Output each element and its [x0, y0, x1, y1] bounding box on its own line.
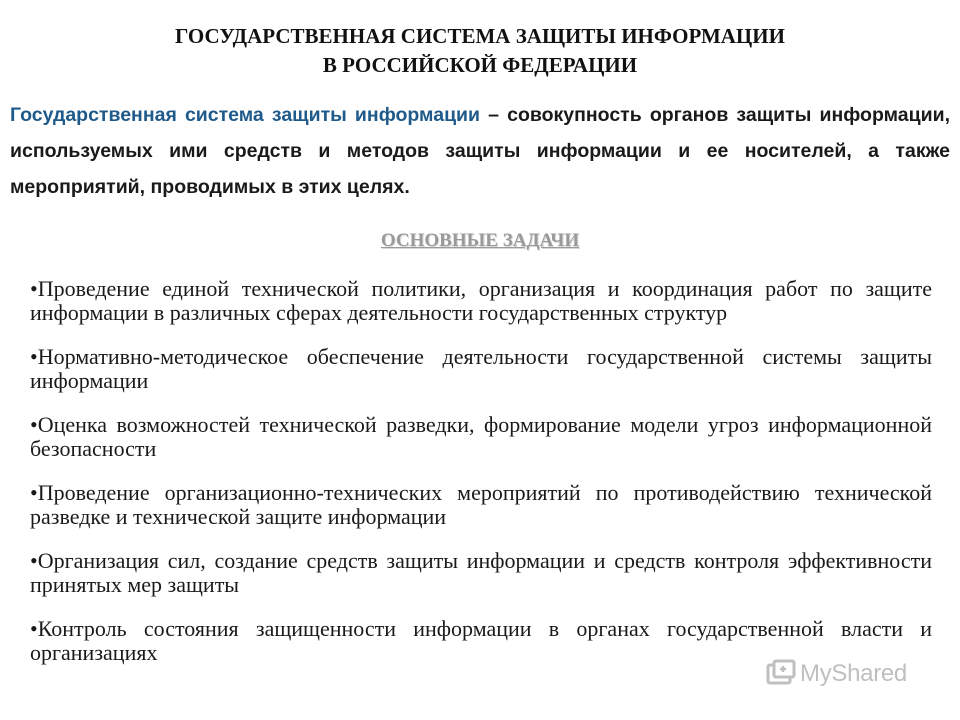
definition-dash: –: [480, 104, 508, 126]
task-item: •Проведение организационно-технических мероприятий по противодействию технической разведке и технической защите информации: [30, 480, 932, 529]
definition-term: Государственная система защиты информации: [10, 104, 481, 126]
tasks-list: [30, 277, 932, 685]
task-item: •Организация сил, создание средств защиты информации и средств контроля эффективности принятых мер защиты: [30, 548, 932, 597]
tasks-heading: ОСНОВНЫЕ ЗАДАЧИ: [380, 230, 580, 251]
watermark-text: MyShared: [800, 660, 907, 687]
myshared-watermark: [766, 658, 907, 690]
task-item: •Оценка возможностей технической разведки, формирование модели угроз информационной безопасности: [30, 412, 932, 461]
slide-title: [0, 22, 960, 80]
task-item: •Контроль состояния защищенности информации в органах государственной власти и организациях: [30, 616, 932, 665]
definition-paragraph: [10, 97, 950, 205]
slide-title-line-2: В РОССИЙСКОЙ ФЕДЕРАЦИИ: [322, 53, 638, 77]
myshared-logo-icon: [766, 659, 796, 689]
definition-text: совокупность органов защиты информации, используемых ими средств и методов защиты информации и ее носителей, а также мероприятий, проводимых в этих целях.: [10, 104, 950, 198]
slide-title-line-1: ГОСУДАРСТВЕННАЯ СИСТЕМА ЗАЩИТЫ ИНФОРМАЦИИ: [175, 24, 785, 48]
task-item: •Нормативно-методическое обеспечение деятельности государственной системы защиты информации: [30, 344, 932, 393]
task-item: •Проведение единой технической политики, организация и координация работ по защите информации в различных сферах деятельности государственных структур: [30, 276, 932, 325]
